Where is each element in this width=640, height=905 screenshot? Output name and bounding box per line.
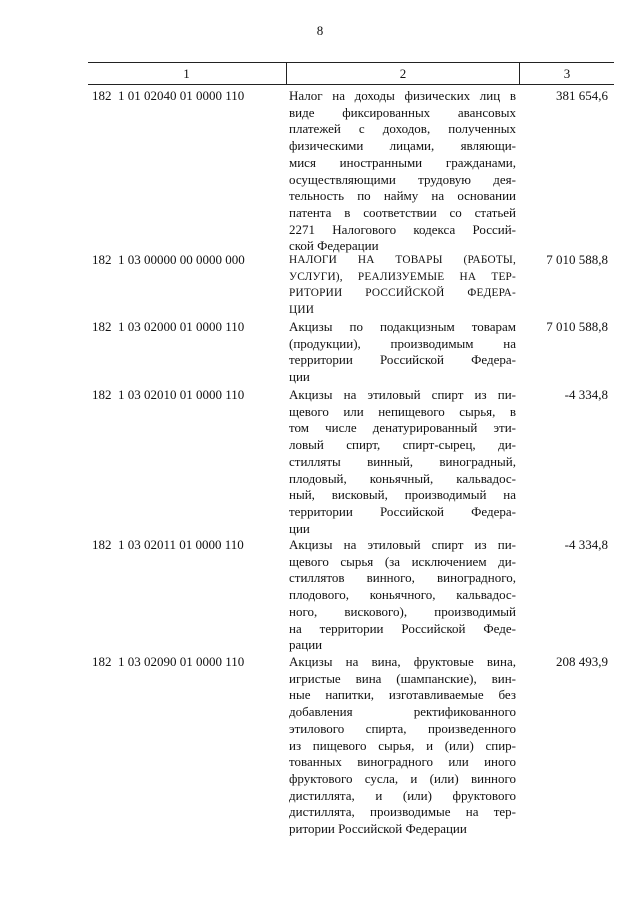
table-header: [88, 62, 614, 85]
row-code: 182 1 03 02010 01 0000 110: [92, 387, 245, 402]
row-description: [289, 537, 516, 654]
description-line: стиллятов винного, виноградного,: [289, 570, 516, 586]
description-line: ской Федерации: [289, 238, 379, 254]
row-code: 182 1 03 02090 01 0000 110: [92, 654, 245, 669]
row-amount: 7 010 588,8: [546, 319, 608, 334]
page-number: 8: [316, 23, 324, 38]
description-line: НАЛОГИ НА ТОВАРЫ (РАБОТЫ,: [289, 254, 516, 266]
row-description: [289, 252, 516, 319]
description-line: фруктового сусла, и (или) винного: [289, 770, 516, 786]
description-line: Налог на доходы физических лиц в: [289, 88, 516, 103]
description-line: территории Российской Федера-: [289, 503, 516, 519]
description-line: на территории Российской Феде-: [289, 620, 516, 636]
row-amount: -4 334,8: [564, 387, 608, 402]
description-line: ного, вискового), производимый: [289, 603, 516, 619]
description-line: ный, висковый, производимый на: [289, 487, 516, 503]
row-amount: 7 010 588,8: [546, 252, 608, 267]
description-line: щевого или непищевого сырья, в: [289, 403, 516, 419]
description-line: Акцизы на вина, фруктовые вина,: [289, 654, 516, 669]
header-col-2: 2: [286, 63, 520, 84]
description-line: Акцизы на этиловый спирт из пи-: [289, 537, 516, 552]
description-line: дистиллята, производимые на тер-: [289, 804, 516, 820]
description-line: осуществляющими трудовую дея-: [289, 171, 516, 187]
description-line: этилового спирта, произведенного: [289, 720, 516, 736]
row-code: 182 1 03 02011 01 0000 110: [92, 537, 244, 552]
description-line: территории Российской Федера-: [289, 352, 516, 368]
description-line: патента в соответствии со статьей: [289, 204, 516, 220]
description-line: дистиллята, и (или) фруктового: [289, 787, 516, 803]
description-line: ритории Российской Федерации: [289, 821, 467, 837]
description-line: добавления ректификованного: [289, 704, 516, 720]
row-description: [289, 387, 516, 537]
description-line: Акцизы на этиловый спирт из пи-: [289, 387, 516, 402]
description-line: мися иностранными гражданами,: [289, 154, 516, 170]
description-line: рации: [289, 637, 323, 653]
description-line: плодового, коньячного, кальвадос-: [289, 587, 516, 603]
description-line: щевого сырья (за исключением ди-: [289, 553, 516, 569]
header-col-1: 1: [183, 66, 190, 81]
row-code: 182 1 03 00000 00 0000 000: [92, 252, 245, 267]
description-line: Акцизы по подакцизным товарам: [289, 319, 516, 334]
description-line: виде фиксированных авансовых: [289, 104, 516, 120]
description-line: (продукции), производимым на: [289, 335, 516, 351]
row-code: 182 1 03 02000 01 0000 110: [92, 319, 245, 334]
description-line: физическими лицами, являющи-: [289, 138, 516, 154]
description-line: ЦИИ: [289, 304, 315, 317]
description-line: 2271 Налогового кодекса Россий-: [289, 221, 516, 237]
row-code: 182 1 01 02040 01 0000 110: [92, 88, 245, 103]
description-line: ции: [289, 520, 310, 536]
description-line: УСЛУГИ), РЕАЛИЗУЕМЫЕ НА ТЕР-: [289, 270, 516, 283]
description-line: платежей с доходов, полученных: [289, 121, 516, 137]
row-description: [289, 88, 516, 255]
description-line: ловый спирт, спирт-сырец, ди-: [289, 437, 516, 453]
row-amount: -4 334,8: [564, 537, 608, 552]
row-description: [289, 654, 516, 838]
description-line: тованных виноградного или иного: [289, 754, 516, 770]
row-amount: 208 493,9: [556, 654, 608, 669]
header-col-3: 3: [563, 66, 571, 81]
description-line: из пищевого сырья, и (или) спир-: [289, 737, 516, 753]
description-line: ные напитки, изготавливаемые без: [289, 687, 516, 703]
description-line: игристые вина (шампанские), вин-: [289, 670, 516, 686]
description-line: стилляты винный, виноградный,: [289, 453, 516, 469]
row-description: [289, 319, 516, 386]
description-line: РИТОРИИ РОССИЙСКОЙ ФЕДЕРА-: [289, 287, 516, 300]
row-amount: 381 654,6: [556, 88, 608, 103]
description-line: том числе денатурированный эти-: [289, 420, 516, 436]
description-line: плодовый, коньячный, кальвадос-: [289, 470, 516, 486]
description-line: тельность по найму на основании: [289, 188, 516, 204]
description-line: ции: [289, 369, 310, 385]
